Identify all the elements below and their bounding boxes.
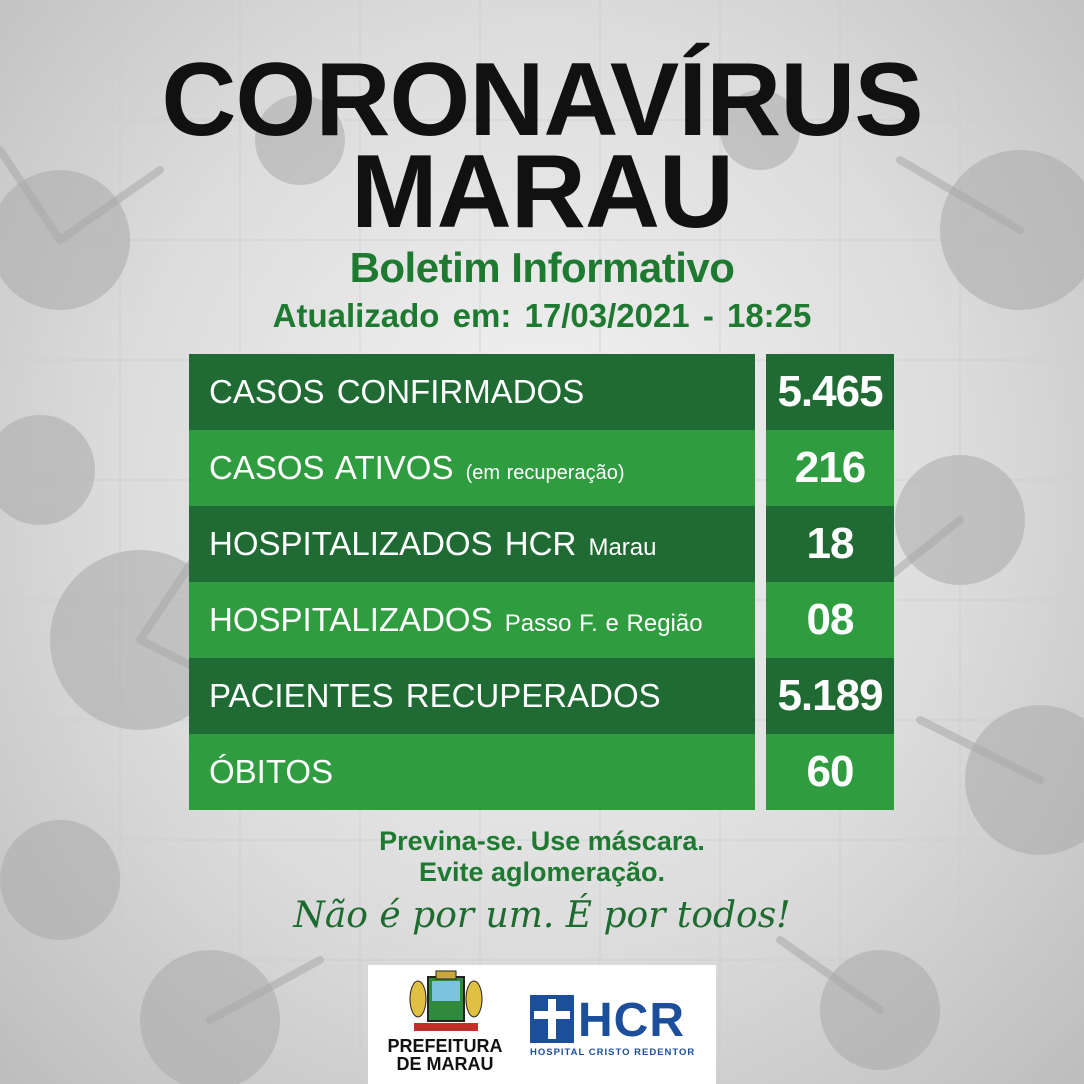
stats-label: HOSPITALIZADOS HCR Marau xyxy=(189,506,755,582)
stats-note: Passo F. e Região xyxy=(504,610,703,637)
prefeitura-logo-text: PREFEITURA DE MARAU xyxy=(387,1036,503,1074)
stats-value: 60 xyxy=(766,734,894,810)
hcr-logo-subtitle: HOSPITAL CRISTO REDENTOR xyxy=(530,1047,696,1058)
slogan: Não é por um. É por todos! xyxy=(293,895,791,936)
stats-value: 216 xyxy=(766,430,894,506)
prefeitura-coat-of-arms-icon xyxy=(406,969,486,1037)
stats-note: (em recuperação) xyxy=(465,462,625,484)
hcr-cross-icon xyxy=(530,995,574,1043)
stats-label: PACIENTES RECUPERADOS xyxy=(189,658,755,734)
prevention-message-line2: Evite aglomeração. xyxy=(418,857,666,887)
stats-label: HOSPITALIZADOS Passo F. e Região xyxy=(189,582,755,658)
updated-timestamp: Atualizado em: 17/03/2021 - 18:25 xyxy=(272,297,812,334)
title-city: MARAU xyxy=(350,134,734,250)
stats-value: 08 xyxy=(766,582,894,658)
title-coronavirus: CORONAVÍRUS xyxy=(161,42,923,158)
stats-label: CASOS CONFIRMADOS xyxy=(189,354,755,430)
bulletin-subtitle: Boletim Informativo xyxy=(349,244,735,291)
stats-value: 5.465 xyxy=(766,354,894,430)
stats-value: 18 xyxy=(766,506,894,582)
stats-note: Marau xyxy=(588,534,657,561)
stats-value: 5.189 xyxy=(766,658,894,734)
sponsor-logos xyxy=(368,965,716,1084)
stats-label: ÓBITOS xyxy=(189,734,755,810)
stats-label: CASOS ATIVOS (em recuperação) xyxy=(189,430,755,506)
hcr-logo-text: HCR xyxy=(578,994,685,1047)
prevention-message-line1: Previna-se. Use máscara. xyxy=(379,826,705,856)
